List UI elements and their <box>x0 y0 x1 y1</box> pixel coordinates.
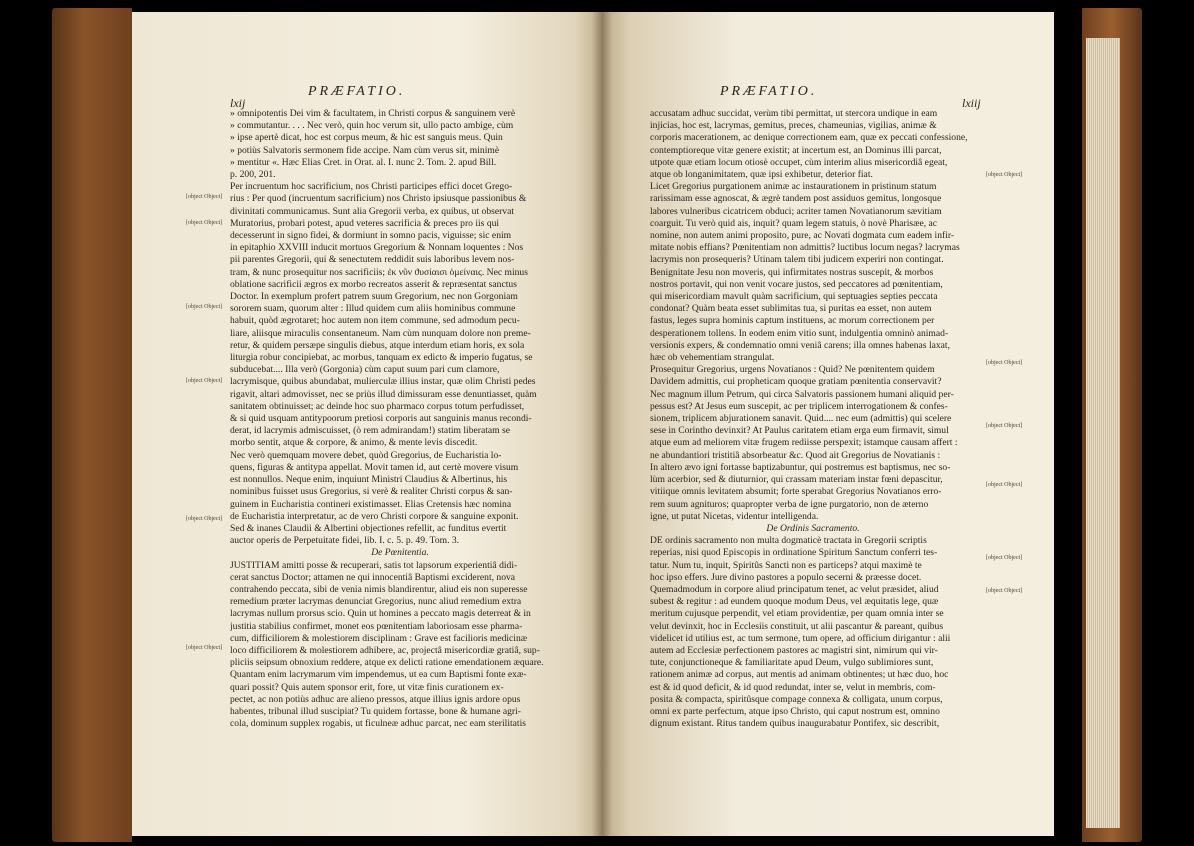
text-line: loco difficiliorem & molestiorem adhibere, ac, projectâ misericordiæ gratiâ, sup- <box>230 644 540 656</box>
text-line: quari possit? Quis autem sponsor erit, fore, ut vitæ finis curationem ex- <box>230 681 504 693</box>
text-line: lacrymisque, quibus abundabat, mulierculæ illius instar, quæ olim Christi pedes <box>230 376 536 388</box>
margin-note: [object Object] <box>186 194 223 200</box>
section-heading: De Ordinis Sacramento. <box>766 522 860 534</box>
text-line: est & id quod deficit, & id quod redundat, inter se, velut in membris, com- <box>650 681 936 693</box>
text-line: morbo sentit, atque & corpore, & animo, & mente levis discedit. <box>230 437 478 449</box>
text-line: guinem in Eucharistia contineri existimasset. Elias Cretensis hæc nomina <box>230 498 512 510</box>
text-line: tute, conjunctioneque & familiaritate apud Deum, vulgo sublimiores sunt, <box>650 657 934 669</box>
margin-note: [object Object] <box>986 555 1023 561</box>
text-line: nominibus fuisset usus Gregorius, si verè & realiter Christi corpus & san- <box>230 486 513 498</box>
text-line: lacrymas nullum prorsus scio. Quin ut homines a peccato magis deterreat & in <box>230 608 531 620</box>
text-line: versionis expers, & condemnatio omni veniâ carens; illa omnes habenas laxat, <box>650 339 950 351</box>
text-line: in epitaphio XXVIII inducit mortuos Gregorium & Nonnam loquentes : Nos <box>230 242 524 254</box>
text-line: liturgia robur concipiebat, ac morbus, tanquam ex edicto & imperio fugatus, se <box>230 352 533 364</box>
text-line: utpote quæ etiam locum otiosè occupet, cùm interim alius misericordiâ egeat, <box>650 156 948 168</box>
text-line: qui misericordiam mavult quàm sacrificium, qui septuagies septies peccata <box>650 291 938 303</box>
text-line: lacrymis non prosequeris? Utinam talem tibi judicem experiri non contingat. <box>650 254 944 266</box>
text-line: autem ad Ecclesiæ perfectionem pastores ac magistri sint, nimirum qui vir- <box>650 644 938 656</box>
text-line: Quemadmodum in corpore aliud principatum tenet, ac velut præsidet, aliud <box>650 583 939 595</box>
left-page-number: lxij <box>230 96 246 110</box>
text-line: Doctor. In exemplum profert patrem suum Gregorium, nec non Gorgoniam <box>230 291 518 303</box>
text-line: omni ex parte perfectum, atque ipso Christo, qui caput nostrum est, omnino <box>650 705 940 717</box>
text-line: Licet Gregorius purgationem animæ ac instaurationem in pristinum statum <box>650 181 937 193</box>
margin-note: [object Object] <box>986 172 1023 178</box>
text-line: sororem suam, quorum alter : Illud quidem cum aliis hominibus commune <box>230 303 516 315</box>
text-line: mitate nobis effians? Pœnitentiam non admittis? luctibus locum negas? lacrymas <box>650 242 960 254</box>
text-line: videlicet id utilius est, ac tum sermone, tum opere, ad officium dirigantur : alii <box>650 632 951 644</box>
text-line: Per incruentum hoc sacrificium, nos Christi participes effici docet Grego- <box>230 181 513 193</box>
text-line: accusatam adhuc succidat, verùm tibi permittat, ut stercora undique in eam <box>650 108 938 119</box>
text-line: liare, aliisque miraculis consentaneum. Nam cùm nunquam dolore non preme- <box>230 327 531 339</box>
text-line: hæc ob vehementiam strangulat. <box>650 352 775 364</box>
text-line: ne abundantiori tristitiâ absorbeatur &c. Quod ait Gregorius de Novatianis : <box>650 449 941 461</box>
margin-note: [object Object] <box>186 220 223 226</box>
text-line: » omnipotentis Dei vim & facultatem, in Christi corpus & sanguinem verè <box>230 108 516 119</box>
text-line: injicias, hoc est, lacrymas, gemitus, preces, chameunias, vigilias, animæ & <box>650 120 937 132</box>
right-text-block <box>650 108 976 730</box>
text-line: hoc ipso effers. Jure divino pastores a populo secerni & præesse docet. <box>650 571 922 583</box>
text-line: decesserunt in signo fidei, & dormiunt in somno pacis, viguisse; sic enim <box>230 230 512 242</box>
text-line: desperationem tollens. In eodem enim vitio sunt, indulgentia omninò animad- <box>650 327 949 339</box>
text-line: Muratorius, probari potest, apud veteres sacrificia & preces pro iis qui <box>230 217 500 229</box>
text-line: posita & compacta, spiritûsque compage connexa & colligata, unum corpus, <box>650 693 943 705</box>
text-line: auctor operis de Perpetuitate fidei, lib. I. c. 5. p. 49. Tom. 3. <box>230 535 460 547</box>
page-edges <box>1086 38 1120 828</box>
text-line: Benignitate Jesu non moveris, qui infirmitates nostras suscepit, & morbos <box>650 266 934 278</box>
text-line: sese in Corintho devinxit? At Paulus caritatem etiam erga eum firmavit, simul <box>650 425 949 437</box>
margin-note: [object Object] <box>186 645 223 651</box>
text-line: In altero ævo igni fortasse baptizabuntur, qui postremus est baptismus, nec so- <box>650 461 951 473</box>
text-line: Davidem admittis, cui propheticam quoque gratiam pœnitentia conservavit? <box>650 376 942 388</box>
text-line: derat, id lacrymis admiscuisset, (ò rem admirandam!) statim liberatam se <box>230 425 510 437</box>
text-line: tram, & nunc prosequitur nos sacrificiis; ἐκ νῦν ϑυσίαισι ὁμείναις. Nec minus <box>230 266 528 278</box>
text-line: habentes, tribunal illud suscipiat? Tu quidem fortasse, bone & humane agri- <box>230 705 521 717</box>
text-line: pessus est? At Jesus eum suscepit, ac per triplicem interrogationem & confes- <box>650 400 948 412</box>
text-line: de Eucharistia interpretatur, ac de vero Christi corpore & sanguine exponit. <box>230 510 519 522</box>
text-line: pii parentes Gregorii, qui & senectutem reddidit suis laboribus levem nos- <box>230 254 515 266</box>
text-line: fastus, leges supra hominis captum instituens, ac morum correctionem per <box>650 315 935 327</box>
text-line: quens, figuras & antitypa appellat. Movit tamen id, aut certè movere visum <box>230 461 519 473</box>
margin-note: [object Object] <box>186 516 223 522</box>
text-line: cola, dominum supplex rogabis, ut ficulneæ adhuc parcat, nec eam sterilitatis <box>230 718 526 730</box>
text-line: igne, ut putat Nicetas, videntur intelligenda. <box>650 510 819 522</box>
text-line: pectet, ac non potiùs adhuc are alieno pressos, atque illius ignis ardore opus <box>230 693 521 705</box>
text-line: Prosequitur Gregorius, urgens Novatianos : Quid? Ne pœnitentem quidem <box>650 364 935 376</box>
text-line: DE ordinis sacramento non multa dogmaticè tractata in Gregorii scriptis <box>650 535 927 547</box>
text-line: Nec magnum illum Petrum, qui circa Salvatoris passionem humani aliquid per- <box>650 388 954 400</box>
text-line: contemptioreque vitæ genere existit; at incertum est, an Dominus illi parcat, <box>650 144 942 156</box>
text-line: est nonnullos. Neque enim, inquiunt Ministri Claudius & Albertinus, his <box>230 474 508 486</box>
book-gutter <box>592 12 612 836</box>
margin-note: [object Object] <box>186 378 223 384</box>
section-heading: De Pœnitentia. <box>371 547 429 559</box>
text-line: Sed & inanes Claudii & Albertini objectiones refellit, ac funditus evertit <box>230 522 507 534</box>
text-line: meritum cujusque perpendit, vel etiam providentiæ, per quam omnia inter se <box>650 608 944 620</box>
text-line: JUSTITIAM amitti posse & recuperari, satis tot lapsorum experientiâ didi- <box>230 559 518 571</box>
text-line: » potiùs Salvatoris sermonem fide accipe. Nam cùm verus sit, minimè <box>230 144 500 156</box>
text-line: oblatione sacrificii ægros ex morbo recreatos asserit & repræsentat sanctus <box>230 278 517 290</box>
margin-note: [object Object] <box>986 423 1023 429</box>
margin-note: [object Object] <box>986 482 1023 488</box>
text-line: Quantam enim lacrymarum vim impendemus, ut ea cum Baptismi fonte exæ- <box>230 669 527 681</box>
text-line: contrahendo peccata, sibi de venia nimis blandirentur, aliud eis non superesse <box>230 583 528 595</box>
margin-note: [object Object] <box>986 588 1023 594</box>
text-line: vitiique omnis levitatem absumit; forte sperabat Gregorius Novatianos erro- <box>650 486 942 498</box>
text-line: dignum existant. Ritus tandem quibus inaugurabatur Pontifex, sic describit, <box>650 718 940 730</box>
text-line: velut devinxit, hoc in Ecclesiis constituit, ut alii pascantur & pareant, quibus <box>650 620 944 632</box>
right-page <box>602 12 1054 836</box>
text-line: retur, & quidem persæpe singulis diebus, atque interdum etiam horis, ex sola <box>230 339 525 351</box>
text-line: pliciis seipsum obnoxium reddere, atque ex delicti ratione emendationem æquare. <box>230 657 544 669</box>
text-line: rem suum agnituros; quapropter verba de igne purgatorio, non de æterno <box>650 498 929 510</box>
text-line: Nec verò quemquam movere debet, quòd Gregorius, de Eucharistia lo- <box>230 449 502 461</box>
text-line: subducebat.... Illa verò (Gorgonia) cùm caput suum pari cum clamore, <box>230 364 500 376</box>
text-line: atque eum ad meliorem vitæ frugem rediisse perspexit; istamque causam affert : <box>650 437 958 449</box>
text-line: corporis macerationem, ac denique correctionem eam, quæ ex peccati confessione, <box>650 132 968 144</box>
book <box>52 8 1142 842</box>
left-running-header: PRÆFATIO. <box>308 84 406 99</box>
margin-note: [object Object] <box>986 360 1023 366</box>
text-line: coarguit. Tu verò quid ais, inquit? quam legem statuis, ò novè Pharisæe, ac <box>650 217 938 229</box>
text-line: divinitati communicamus. Sunt alia Gregorii verba, ex quibus, ut observat <box>230 205 515 217</box>
text-line: cerat sanctus Doctor; attamen ne qui innocentiâ Baptismi exciderent, nova <box>230 571 516 583</box>
text-line: nomine, non autem animi proposito, pure, ac Novati dogmata cum eadem infir- <box>650 230 955 242</box>
text-line: condonat? Quàm beata esset sublimitas tua, si puritas ea esset, non autem <box>650 303 932 315</box>
text-line: rarissimam esse agnoscat, & ægrè tandem post assiduos gemitus, longosque <box>650 193 942 205</box>
text-line: & si quid usquam antitypoorum pretiosi corporis aut sanguinis manus recondi- <box>230 413 532 425</box>
text-line: » ipse apertè dicat, hoc est corpus meum, & hic est sanguis meus. Quin <box>230 132 503 144</box>
book-cover-left <box>52 8 132 842</box>
text-line: rius : Per quod (incruentum sacrificium) nos Christo ipsiusque passionibus & <box>230 193 527 205</box>
left-text-block <box>230 108 570 730</box>
text-line: labores vulneribus cicatricem obduci; acriter tamen Novatianorum sævitiam <box>650 205 942 217</box>
right-running-header: PRÆFATIO. <box>720 84 818 99</box>
text-line: » commutantur. . . . Nec verò, quin hoc verum sit, ullo pacto ambige, cùm <box>230 120 514 132</box>
text-line: subest & regitur : ad eundem quoque modum Deus, vel æquitatis lege, quæ <box>650 596 939 608</box>
text-line: p. 200, 201. <box>230 169 276 181</box>
text-line: tatur. Num tu, inquit, Spiritûs Sancti non es particeps? atqui maximè te <box>650 559 922 571</box>
right-page-number: lxiij <box>962 96 981 110</box>
text-line: nostros portavit, qui non venit vocare justos, sed peccatores ad pœnitentiam, <box>650 278 943 290</box>
text-line: justitia stabilius confirmet, monet eos pœnitentiam laboriosam esse pharma- <box>230 620 523 632</box>
text-line: rigavit, altari admovisset, nec se priùs illud dimissuram esse denuntiasset, quàm <box>230 388 537 400</box>
margin-note: [object Object] <box>186 304 223 310</box>
text-line: sanitatem obtinuisset; ac deinde hoc suo pharmaco corpus totum perfudisset, <box>230 400 525 412</box>
text-line: » mentitur «. Hæc Elias Cret. in Orat. al. I. nunc 2. Tom. 2. apud Bill. <box>230 156 497 168</box>
text-line: habuit, quòd ægrotaret; hoc autem non item commune, sed admodum pecu- <box>230 315 520 327</box>
left-page <box>132 12 602 836</box>
text-line: rationem animæ ad corpus, aut mentis ad animam obtinentes; ut hæc duo, hoc <box>650 669 949 681</box>
text-line: remedium præter lacrymas denunciat Gregorius, nunc aliud remedium extra <box>230 596 522 608</box>
text-line: atque ob longanimitatem, quæ ipsi exhibetur, deterior fiat. <box>650 169 873 181</box>
text-line: sionem, triplicem abjurationem sanavit. Quid.... nec eum (admittis) qui scelere <box>650 413 952 425</box>
text-line: reperias, nisi quod Episcopis in ordinatione Spiritum Sanctum conferri tes- <box>650 547 938 559</box>
text-line: cum, difficiliorem & molestiorem disciplinam : Grave est facilioris medicinæ <box>230 632 528 644</box>
text-line: lùm acerbior, sed & diuturnior, qui crassam materiam instar fœni depascitur, <box>650 474 943 486</box>
